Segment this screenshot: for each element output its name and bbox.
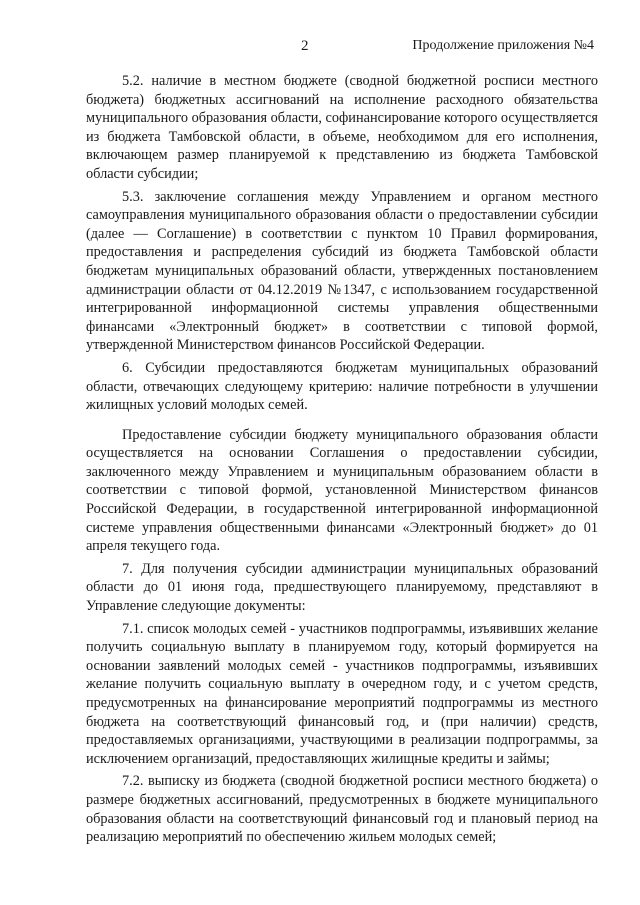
paragraph-5-2: 5.2. наличие в местном бюджете (сводной бюджетной росписи местного бюджета) бюджетных ассигнований на исполнение расходного обязательства муниципального образования области, софинансирование которого осуществляется из бюджета Тамбовской области, в объеме, необходимом для его исполнения, включающем размер планируемой к представлению из бюджета Тамбовской области субсидии; [86,73,599,182]
paragraph-7-1: 7.1. список молодых семей - участников подпрограммы, изъявивших желание получить социальную выплату в планируемом году, который формируется на основании заявлений молодых семей - участников подпрограммы, изъявивших желание получить социальную выплату в очередном году, и с учетом средств, предусмотренных на финансирование мероприятий подпрограммы из местного бюджета на соответствующий финансовый год, и (при наличии) средств, предоставляемых организациями, участвующими в реализации подпрограммы, за исключением организаций, предоставляющих жилищные кредиты и займы; [86,620,598,767]
paragraph-subsidy-provision: Предоставление субсидии бюджету муниципального образования области осуществляется на основании Соглашения о предоставлении субсидии, заключенного между Управлением и муниципальным образованием области в соответствии с типовой формой, установленной Министерством финансов Российской Федерации, в государственной интегрированной информационной системе управления общественными финансами «Электронный бюджет» до 01 апреля текущего года. [86,426,598,555]
page-number: 2 [301,38,309,54]
paragraph-6: 6. Субсидии предоставляются бюджетам муниципальных образований области, отвечающих следующему критерию: наличие потребности в улучшении жилищных условий молодых семей. [86,359,598,414]
document-body [86,72,598,851]
page-header [0,38,640,58]
paragraph-7-2: 7.2. выписку из бюджета (сводной бюджетной росписи местного бюджета) о размере бюджетных ассигнований, предусмотренных в бюджете муниципального образования области на соответствующий финансовый год и плановый период на реализацию мероприятий по обеспечению жильем молодых семей; [86,773,598,846]
appendix-continuation-note: Продолжение приложения №4 [412,38,594,53]
paragraph-5-3: 5.3. заключение соглашения между Управлением и органом местного самоуправления муниципального образования области о предоставлении субсидии (далее — Соглашение) в соответствии с пунктом 10 Правил формирования, предоставления и распределения субсидий из бюджета Тамбовской области бюджетам муниципальных образований области, утвержденных постановлением администрации области от 04.12.2019 №1347, с использованием государственной интегрированной информационной системы управления общественными финансами «Электронный бюджет» в соответствии с типовой формой, утвержденной Министерством финансов Российской Федерации. [86,188,598,354]
paragraph-7: 7. Для получения субсидии администрации муниципальных образований области до 01 июня года, предшествующего планируемому, представляют в Управление следующие документы: [86,560,598,615]
